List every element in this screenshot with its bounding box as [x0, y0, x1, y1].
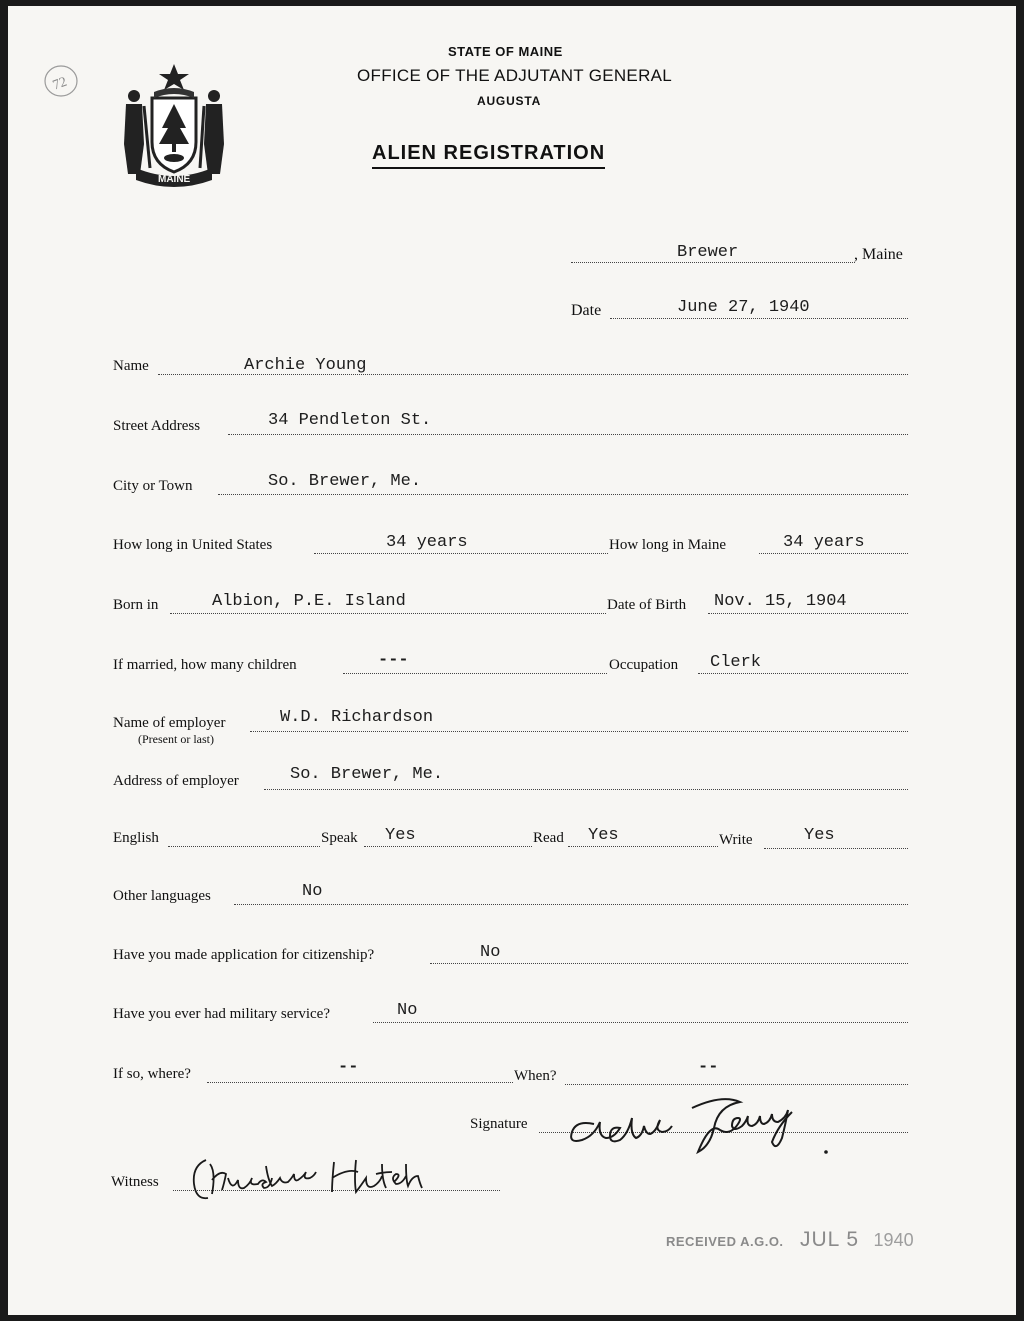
- header-city: AUGUSTA: [477, 94, 542, 108]
- svg-text:72: 72: [50, 74, 70, 94]
- date-label: Date: [571, 302, 602, 319]
- write-label: Write: [719, 832, 753, 848]
- header-office: OFFICE OF THE ADJUTANT GENERAL: [357, 66, 673, 85]
- citizenship-label: Have you made application for citizenship?: [113, 947, 375, 963]
- occupation-label: Occupation: [609, 657, 679, 673]
- citizenship-dotted-line: [430, 963, 908, 964]
- employer-label: Name of employer: [113, 715, 226, 731]
- other-languages-dotted-line: [234, 904, 908, 905]
- how-long-maine-label: How long in Maine: [609, 537, 727, 553]
- form-title: ALIEN REGISTRATION: [372, 142, 605, 169]
- dob-value: Nov. 15, 1904: [714, 592, 847, 611]
- witness-handwriting: [184, 1146, 444, 1216]
- dob-label: Date of Birth: [607, 597, 687, 613]
- place-suffix: , Maine: [854, 246, 903, 263]
- speak-value: Yes: [385, 826, 416, 845]
- other-languages-value: No: [302, 882, 323, 901]
- place-value: Brewer: [677, 243, 739, 262]
- children-label: If married, how many children: [113, 657, 297, 673]
- write-value: Yes: [804, 826, 835, 845]
- street-dotted-line: [228, 434, 908, 435]
- date-dotted-line: [610, 318, 908, 319]
- city-dotted-line: [218, 494, 908, 495]
- how-long-us-dotted-line: [314, 553, 608, 554]
- speak-label: Speak: [321, 830, 358, 846]
- date-value: June 27, 1940: [677, 298, 810, 317]
- occupation-dotted-line: [698, 673, 908, 674]
- signature-label: Signature: [470, 1116, 528, 1132]
- city-label: City or Town: [113, 478, 193, 494]
- employer-dotted-line: [250, 731, 908, 732]
- header-state: STATE OF MAINE: [448, 44, 563, 59]
- how-long-us-label: How long in United States: [113, 537, 273, 553]
- signature-handwriting: [564, 1086, 834, 1176]
- when-value: --: [698, 1058, 719, 1077]
- read-label: Read: [533, 830, 564, 846]
- english-dotted-line: [168, 846, 320, 847]
- military-value: No: [397, 1001, 418, 1020]
- svg-text:MAINE: MAINE: [158, 174, 191, 185]
- military-dotted-line: [373, 1022, 908, 1023]
- maine-seal-icon: [116, 58, 232, 190]
- pencil-circle-mark: [42, 62, 80, 100]
- received-stamp-date: JUL 5: [800, 1228, 860, 1251]
- received-stamp-prefix: RECEIVED A.G.O.: [666, 1234, 784, 1249]
- dob-dotted-line: [708, 613, 908, 614]
- occupation-value: Clerk: [710, 653, 762, 672]
- read-value: Yes: [588, 826, 619, 845]
- city-value: So. Brewer, Me.: [268, 472, 422, 491]
- speak-dotted-line: [364, 846, 532, 847]
- born-in-label: Born in: [113, 597, 159, 613]
- place-dotted-line: [571, 262, 855, 263]
- received-stamp: [666, 1228, 914, 1252]
- write-dotted-line: [764, 848, 908, 849]
- children-value: ---: [378, 651, 409, 670]
- how-long-us-value: 34 years: [386, 533, 468, 552]
- other-languages-label: Other languages: [113, 888, 211, 904]
- military-label: Have you ever had military service?: [113, 1006, 330, 1022]
- born-in-dotted-line: [170, 613, 606, 614]
- employer-address-value: So. Brewer, Me.: [290, 765, 444, 784]
- when-label: When?: [514, 1068, 557, 1084]
- where-dotted-line: [207, 1082, 513, 1083]
- witness-label: Witness: [111, 1174, 159, 1190]
- read-dotted-line: [568, 846, 718, 847]
- how-long-maine-value: 34 years: [783, 533, 865, 552]
- when-dotted-line: [565, 1084, 908, 1085]
- born-in-value: Albion, P.E. Island: [212, 592, 406, 611]
- english-label: English: [113, 830, 159, 846]
- employer-value: W.D. Richardson: [280, 708, 434, 727]
- employer-address-dotted-line: [264, 789, 908, 790]
- street-label: Street Address: [113, 418, 201, 434]
- name-value: Archie Young: [244, 356, 367, 375]
- citizenship-value: No: [480, 943, 501, 962]
- street-value: 34 Pendleton St.: [268, 411, 432, 430]
- where-value: --: [338, 1058, 359, 1077]
- how-long-maine-dotted-line: [759, 553, 908, 554]
- employer-sublabel: (Present or last): [138, 732, 214, 746]
- name-label: Name: [113, 358, 149, 374]
- employer-address-label: Address of employer: [113, 773, 239, 789]
- children-dotted-line: [343, 673, 607, 674]
- received-stamp-year: 1940: [873, 1230, 914, 1250]
- where-label: If so, where?: [113, 1066, 191, 1082]
- form-page: [8, 6, 1016, 1315]
